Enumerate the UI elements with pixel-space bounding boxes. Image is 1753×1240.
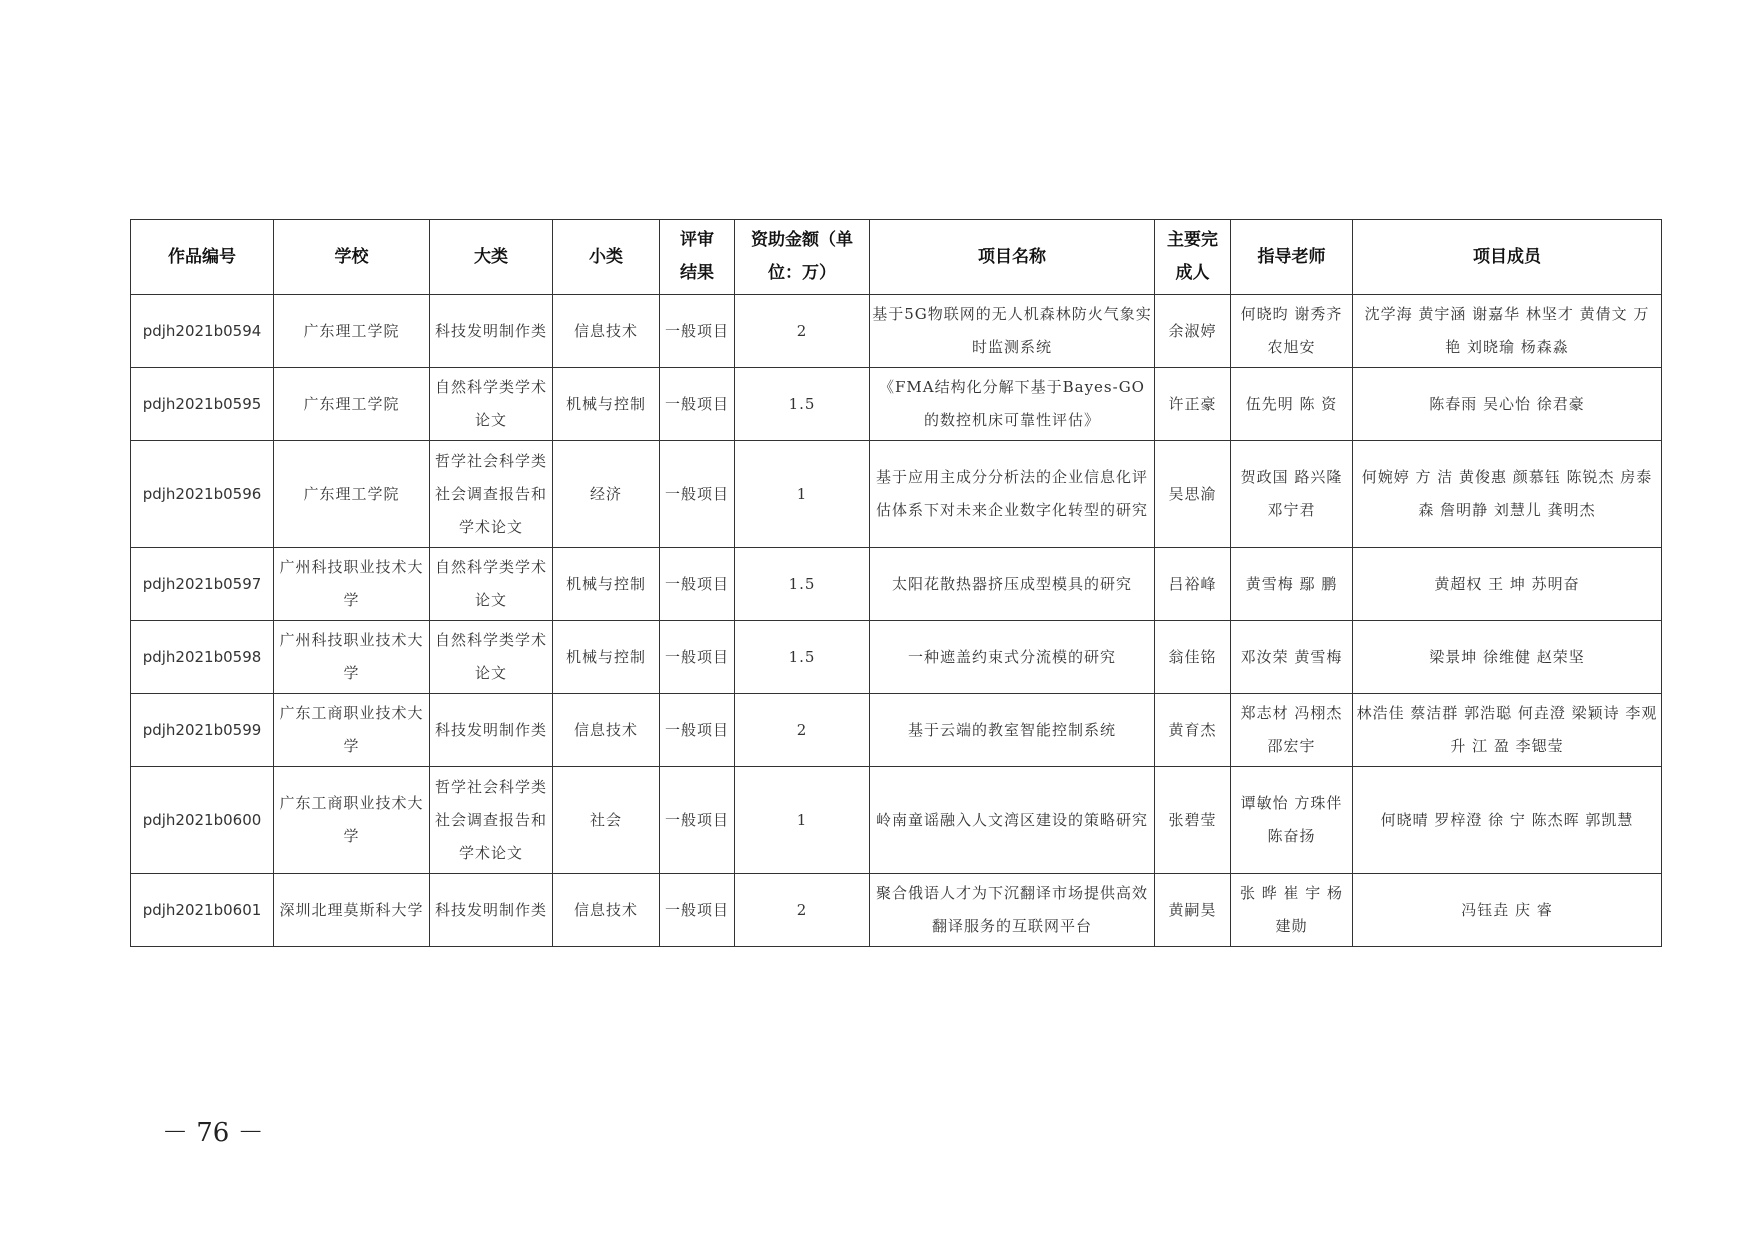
- header-lead: 主要完成人: [1155, 220, 1231, 295]
- header-members: 项目成员: [1353, 220, 1662, 295]
- header-category: 大类: [430, 220, 553, 295]
- cell-category: 科技发明制作类: [430, 694, 553, 767]
- table-row: [131, 767, 1662, 874]
- cell-advisors: 何晓昀 谢秀齐 农旭安: [1231, 295, 1353, 368]
- page-number: － 76 －: [162, 1118, 264, 1148]
- cell-advisors: 谭敏怡 方珠伴 陈奋扬: [1231, 767, 1353, 874]
- cell-category: 科技发明制作类: [430, 295, 553, 368]
- cell-school: 广东理工学院: [274, 368, 430, 441]
- cell-members: 林浩佳 蔡洁群 郭浩聪 何垚澄 梁颖诗 李观升 江 盈 李锶莹: [1353, 694, 1662, 767]
- cell-code: pdjh2021b0595: [131, 368, 274, 441]
- cell-lead: 许正豪: [1155, 368, 1231, 441]
- cell-project: 基于5G物联网的无人机森林防火气象实时监测系统: [870, 295, 1155, 368]
- cell-funding: 2: [735, 694, 870, 767]
- cell-lead: 翁佳铭: [1155, 621, 1231, 694]
- cell-advisors: 伍先明 陈 资: [1231, 368, 1353, 441]
- cell-project: 岭南童谣融入人文湾区建设的策略研究: [870, 767, 1155, 874]
- cell-advisors: 张 晔 崔 宇 杨建勋: [1231, 874, 1353, 947]
- cell-project: 太阳花散热器挤压成型模具的研究: [870, 548, 1155, 621]
- cell-category: 自然科学类学术论文: [430, 621, 553, 694]
- table-row: [131, 621, 1662, 694]
- project-table: [130, 219, 1662, 947]
- table-row: [131, 548, 1662, 621]
- cell-code: pdjh2021b0596: [131, 441, 274, 548]
- cell-funding: 2: [735, 874, 870, 947]
- cell-result: 一般项目: [660, 621, 735, 694]
- header-code: 作品编号: [131, 220, 274, 295]
- header-subcategory: 小类: [553, 220, 660, 295]
- cell-code: pdjh2021b0600: [131, 767, 274, 874]
- cell-code: pdjh2021b0599: [131, 694, 274, 767]
- header-result: 评审结果: [660, 220, 735, 295]
- cell-result: 一般项目: [660, 694, 735, 767]
- cell-funding: 1.5: [735, 548, 870, 621]
- table-row: [131, 295, 1662, 368]
- cell-school: 深圳北理莫斯科大学: [274, 874, 430, 947]
- cell-project: 《FMA结构化分解下基于Bayes-GO的数控机床可靠性评估》: [870, 368, 1155, 441]
- cell-lead: 黄嗣昊: [1155, 874, 1231, 947]
- cell-lead: 吴思渝: [1155, 441, 1231, 548]
- cell-code: pdjh2021b0598: [131, 621, 274, 694]
- cell-code: pdjh2021b0601: [131, 874, 274, 947]
- cell-project: 一种遮盖约束式分流模的研究: [870, 621, 1155, 694]
- cell-advisors: 邓汝荣 黄雪梅: [1231, 621, 1353, 694]
- cell-school: 广东工商职业技术大学: [274, 694, 430, 767]
- cell-funding: 1.5: [735, 368, 870, 441]
- cell-lead: 黄育杰: [1155, 694, 1231, 767]
- cell-code: pdjh2021b0594: [131, 295, 274, 368]
- header-project: 项目名称: [870, 220, 1155, 295]
- cell-result: 一般项目: [660, 767, 735, 874]
- cell-subcategory: 机械与控制: [553, 548, 660, 621]
- cell-members: 陈春雨 吴心怡 徐君豪: [1353, 368, 1662, 441]
- cell-school: 广州科技职业技术大学: [274, 621, 430, 694]
- cell-school: 广东理工学院: [274, 295, 430, 368]
- cell-school: 广东理工学院: [274, 441, 430, 548]
- table-row: [131, 874, 1662, 947]
- header-school: 学校: [274, 220, 430, 295]
- cell-members: 何婉婷 方 洁 黄俊惠 颜慕钰 陈锐杰 房泰森 詹明静 刘慧儿 龚明杰: [1353, 441, 1662, 548]
- cell-result: 一般项目: [660, 874, 735, 947]
- cell-category: 自然科学类学术论文: [430, 548, 553, 621]
- cell-members: 沈学海 黄宇涵 谢嘉华 林坚才 黄倩文 万 艳 刘晓瑜 杨森淼: [1353, 295, 1662, 368]
- cell-funding: 1.5: [735, 621, 870, 694]
- cell-advisors: 郑志材 冯栩杰 邵宏宇: [1231, 694, 1353, 767]
- cell-school: 广州科技职业技术大学: [274, 548, 430, 621]
- cell-lead: 张碧莹: [1155, 767, 1231, 874]
- cell-subcategory: 信息技术: [553, 694, 660, 767]
- cell-code: pdjh2021b0597: [131, 548, 274, 621]
- header-funding: 资助金额（单位：万）: [735, 220, 870, 295]
- cell-funding: 1: [735, 767, 870, 874]
- cell-subcategory: 机械与控制: [553, 368, 660, 441]
- cell-subcategory: 信息技术: [553, 874, 660, 947]
- cell-project: 基于应用主成分分析法的企业信息化评估体系下对未来企业数字化转型的研究: [870, 441, 1155, 548]
- cell-members: 梁景坤 徐维健 赵荣坚: [1353, 621, 1662, 694]
- cell-funding: 2: [735, 295, 870, 368]
- table-row: [131, 441, 1662, 548]
- cell-category: 科技发明制作类: [430, 874, 553, 947]
- table-row: [131, 694, 1662, 767]
- cell-school: 广东工商职业技术大学: [274, 767, 430, 874]
- cell-subcategory: 社会: [553, 767, 660, 874]
- cell-advisors: 贺政国 路兴隆 邓宁君: [1231, 441, 1353, 548]
- cell-subcategory: 信息技术: [553, 295, 660, 368]
- cell-result: 一般项目: [660, 548, 735, 621]
- table-row: [131, 368, 1662, 441]
- cell-members: 黄超权 王 坤 苏明奋: [1353, 548, 1662, 621]
- cell-members: 何晓晴 罗梓澄 徐 宁 陈杰晖 郭凯慧: [1353, 767, 1662, 874]
- cell-category: 自然科学类学术论文: [430, 368, 553, 441]
- cell-project: 聚合俄语人才为下沉翻译市场提供高效翻译服务的互联网平台: [870, 874, 1155, 947]
- cell-funding: 1: [735, 441, 870, 548]
- cell-category: 哲学社会科学类社会调查报告和学术论文: [430, 767, 553, 874]
- table-header-row: [131, 220, 1662, 295]
- cell-result: 一般项目: [660, 441, 735, 548]
- cell-subcategory: 机械与控制: [553, 621, 660, 694]
- header-advisors: 指导老师: [1231, 220, 1353, 295]
- cell-result: 一般项目: [660, 295, 735, 368]
- cell-lead: 余淑婷: [1155, 295, 1231, 368]
- cell-category: 哲学社会科学类社会调查报告和学术论文: [430, 441, 553, 548]
- cell-lead: 吕裕峰: [1155, 548, 1231, 621]
- cell-subcategory: 经济: [553, 441, 660, 548]
- cell-project: 基于云端的教室智能控制系统: [870, 694, 1155, 767]
- cell-result: 一般项目: [660, 368, 735, 441]
- cell-advisors: 黄雪梅 鄢 鹏: [1231, 548, 1353, 621]
- cell-members: 冯钰垚 庆 睿: [1353, 874, 1662, 947]
